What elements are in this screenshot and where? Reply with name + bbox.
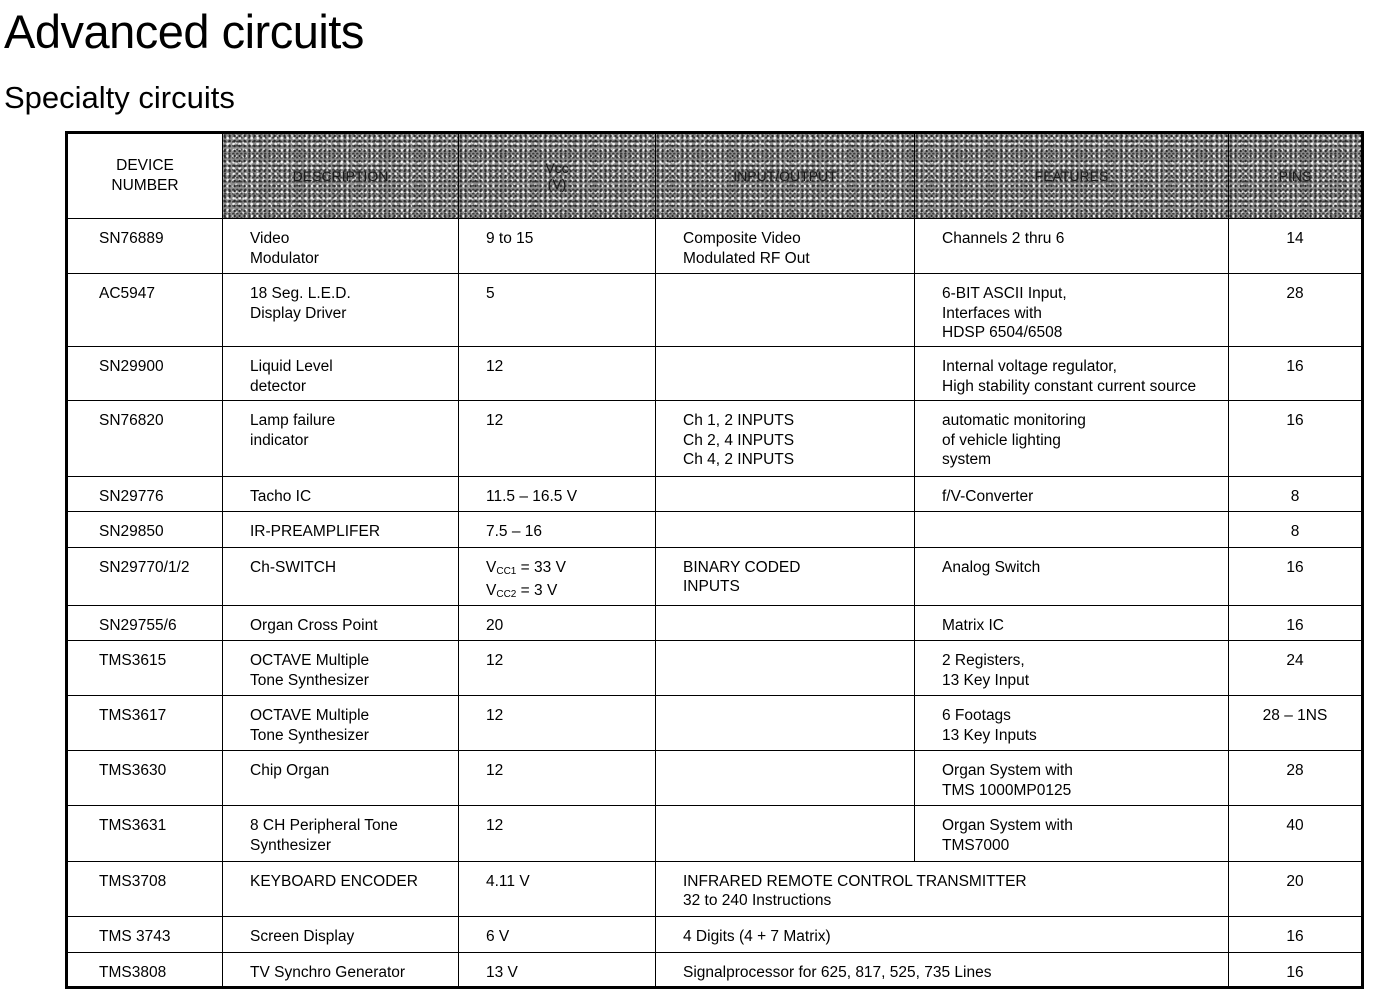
description-cell-text: Tone Synthesizer — [250, 671, 369, 689]
device-number-cell-text: SN76820 — [99, 412, 164, 430]
description-cell-text: OCTAVE Multiple — [250, 707, 370, 725]
features-cell — [915, 511, 1229, 547]
vcc-cell-text: 13 V — [486, 963, 518, 981]
device-number-cell — [67, 751, 223, 806]
vcc-cell — [459, 751, 656, 806]
vcc-cell-text: 6 V — [486, 927, 510, 945]
header-label: DEVICE — [116, 157, 174, 174]
device-number-cell-text: TMS3708 — [99, 872, 167, 890]
input-output-features-cell — [656, 952, 1229, 987]
pins-cell — [1229, 861, 1363, 916]
pins-cell-text: 40 — [1286, 817, 1304, 835]
table-header-row — [67, 133, 1363, 219]
table-row — [67, 347, 1363, 401]
device-number-cell — [67, 952, 223, 987]
pins-cell — [1229, 547, 1363, 605]
vcc-cell — [459, 347, 656, 401]
input-output-cell — [656, 751, 915, 806]
description-cell — [223, 274, 459, 347]
header-label: PINS — [1278, 168, 1312, 184]
table-row — [67, 605, 1363, 640]
description-cell-text: Synthesizer — [250, 836, 331, 854]
input-output-cell — [656, 806, 915, 861]
table-row — [67, 547, 1363, 605]
device-number-cell — [67, 547, 223, 605]
description-cell-text: Screen Display — [250, 927, 355, 945]
input-output-cell-text: Composite Video — [683, 230, 801, 247]
features-cell — [915, 605, 1229, 640]
input-output-cell — [656, 274, 915, 347]
features-cell — [915, 547, 1229, 605]
table-row — [67, 641, 1363, 696]
description-cell-text: IR-PREAMPLIFER — [250, 522, 381, 540]
device-number-cell-text: SN29776 — [99, 487, 164, 505]
device-number-cell — [67, 511, 223, 547]
device-number-cell-text: TMS3615 — [99, 652, 167, 670]
device-number-cell — [67, 219, 223, 274]
vcc-cell-text: 4.11 V — [486, 872, 530, 890]
header-device-number — [67, 133, 223, 219]
description-cell — [223, 916, 459, 952]
description-cell — [223, 605, 459, 640]
input-output-cell — [656, 476, 915, 511]
device-number-cell-text: SN29900 — [99, 358, 164, 376]
description-cell — [223, 476, 459, 511]
features-cell-text: f/V-Converter — [942, 487, 1034, 505]
table-row — [67, 511, 1363, 547]
vcc-cell-text: $V_{CC1} = 33$ V — [486, 558, 566, 577]
description-cell-text: Lamp failure — [250, 412, 336, 430]
header-label: Vcc — [545, 160, 569, 176]
description-cell-text: Ch-SWITCH — [250, 558, 337, 576]
vcc-cell-text: 20 — [486, 616, 504, 634]
vcc-cell-text: $V_{CC2} = 3$ V — [486, 582, 558, 601]
device-number-cell-text: SN76889 — [99, 230, 164, 247]
pins-cell-text: 8 — [1290, 487, 1300, 505]
pins-cell-text: 20 — [1286, 872, 1304, 890]
pins-cell — [1229, 696, 1363, 751]
features-cell-text: High stability constant current source — [942, 377, 1197, 395]
input-output-cell — [656, 511, 915, 547]
description-cell-text: KEYBOARD ENCODER — [250, 872, 418, 890]
features-cell-text: 13 Key Input — [942, 671, 1030, 689]
vcc-cell-text: 12 — [486, 358, 504, 376]
device-number-cell-text: TMS 3743 — [99, 927, 171, 945]
table-row — [67, 952, 1363, 987]
description-cell-text: TV Synchro Generator — [250, 963, 406, 981]
pins-cell — [1229, 511, 1363, 547]
input-output-cell-text: Ch 1, 2 INPUTS — [683, 412, 795, 430]
features-cell-text: automatic monitoring — [942, 412, 1086, 430]
input-output-cell-text: Ch 4, 2 INPUTS — [683, 451, 795, 469]
device-number-cell — [67, 401, 223, 476]
description-cell-text: Video — [250, 230, 290, 247]
device-number-cell-text: SN29850 — [99, 522, 164, 540]
table-row — [67, 274, 1363, 347]
description-cell-text: Tone Synthesizer — [250, 726, 369, 744]
table-row — [67, 916, 1363, 952]
pins-cell-text: 16 — [1286, 963, 1304, 981]
page-subtitle: Specialty circuits — [4, 80, 235, 115]
features-cell-text: 13 Key Inputs — [942, 726, 1037, 744]
pins-cell — [1229, 401, 1363, 476]
pins-cell — [1229, 806, 1363, 861]
description-cell-text: 18 Seg. L.E.D. — [250, 285, 351, 303]
features-cell — [915, 806, 1229, 861]
description-cell-text: indicator — [250, 431, 309, 449]
description-cell — [223, 952, 459, 987]
vcc-cell — [459, 547, 656, 605]
input-output-features-cell-text: 4 Digits (4 + 7 Matrix) — [683, 927, 831, 945]
description-cell-text: Modulator — [250, 249, 319, 267]
pins-cell — [1229, 347, 1363, 401]
description-cell — [223, 751, 459, 806]
pins-cell-text: 8 — [1290, 522, 1300, 540]
header-features — [915, 133, 1229, 219]
header-label: NUMBER — [111, 177, 179, 194]
vcc-cell-text: 12 — [486, 707, 504, 725]
vcc-cell — [459, 861, 656, 916]
features-cell-text: Organ System with — [942, 817, 1073, 835]
header-label: DESCRIPTION — [292, 168, 389, 184]
vcc-cell — [459, 401, 656, 476]
features-cell — [915, 696, 1229, 751]
description-cell-text: detector — [250, 377, 307, 395]
input-output-features-cell-text: Signalprocessor for 625, 817, 525, 735 Lines — [683, 963, 992, 981]
header-label: INPUT/OUTPUT — [733, 168, 837, 184]
input-output-cell — [656, 219, 915, 274]
vcc-cell — [459, 274, 656, 347]
device-number-cell-text: TMS3808 — [99, 963, 167, 981]
input-output-cell — [656, 547, 915, 605]
pins-cell — [1229, 916, 1363, 952]
input-output-features-cell — [656, 861, 1229, 916]
header-vcc — [459, 133, 656, 219]
device-number-cell-text: TMS3617 — [99, 707, 167, 725]
pins-cell-text: 16 — [1286, 412, 1304, 430]
description-cell-text: Liquid Level — [250, 358, 333, 376]
pins-cell — [1229, 605, 1363, 640]
vcc-cell-text: 9 to 15 — [486, 230, 534, 247]
device-number-cell — [67, 861, 223, 916]
features-cell-text: TMS7000 — [942, 836, 1010, 854]
pins-cell-text: 14 — [1286, 230, 1304, 247]
pins-cell-text: 16 — [1286, 358, 1304, 376]
vcc-cell-text: 12 — [486, 762, 504, 780]
vcc-cell-text: 12 — [486, 412, 504, 430]
features-cell-text: Analog Switch — [942, 558, 1041, 576]
vcc-cell-text: 7.5 – 16 — [486, 522, 543, 540]
device-number-cell — [67, 641, 223, 696]
vcc-cell-text: 12 — [486, 817, 504, 835]
input-output-cell-text: Ch 2, 4 INPUTS — [683, 431, 795, 449]
input-output-features-cell — [656, 916, 1229, 952]
features-cell-text: TMS 1000MP0125 — [942, 781, 1072, 799]
features-cell-text: Internal voltage regulator, — [942, 358, 1117, 376]
features-cell — [915, 401, 1229, 476]
header-description — [223, 133, 459, 219]
device-number-cell-text: SN29770/1/2 — [99, 558, 190, 576]
vcc-cell — [459, 605, 656, 640]
vcc-cell — [459, 511, 656, 547]
features-cell-text: HDSP 6504/6508 — [942, 324, 1063, 342]
table-row — [67, 219, 1363, 274]
pins-cell-text: 16 — [1286, 616, 1304, 634]
description-cell-text: 8 CH Peripheral Tone — [250, 817, 398, 835]
input-output-cell — [656, 605, 915, 640]
description-cell — [223, 347, 459, 401]
input-output-cell-text: BINARY CODED — [683, 558, 801, 576]
description-cell-text: Tacho IC — [250, 487, 312, 505]
table-row — [67, 476, 1363, 511]
device-number-cell-text: TMS3630 — [99, 762, 167, 780]
page-title: Advanced circuits — [4, 5, 364, 58]
description-cell-text: Chip Organ — [250, 762, 330, 780]
features-cell — [915, 476, 1229, 511]
specialty-circuits-table — [65, 131, 1364, 989]
vcc-cell-text: 11.5 – 16.5 V — [486, 487, 578, 505]
input-output-cell-text: Modulated RF Out — [683, 249, 810, 267]
vcc-cell — [459, 641, 656, 696]
features-cell — [915, 219, 1229, 274]
device-number-cell — [67, 696, 223, 751]
input-output-cell-text: INPUTS — [683, 578, 740, 596]
table-row — [67, 401, 1363, 476]
features-cell — [915, 751, 1229, 806]
features-cell-text: 6 Footags — [942, 707, 1011, 725]
pins-cell — [1229, 274, 1363, 347]
vcc-cell-text: 5 — [486, 285, 495, 303]
device-number-cell — [67, 347, 223, 401]
vcc-cell — [459, 476, 656, 511]
input-output-cell — [656, 641, 915, 696]
vcc-cell — [459, 696, 656, 751]
vcc-cell — [459, 806, 656, 861]
pins-cell-text: 28 — [1286, 762, 1304, 780]
device-number-cell — [67, 916, 223, 952]
pins-cell — [1229, 952, 1363, 987]
description-cell — [223, 641, 459, 696]
input-output-cell — [656, 401, 915, 476]
pins-cell-text: 28 – 1NS — [1262, 707, 1328, 725]
pins-cell — [1229, 476, 1363, 511]
features-cell-text: Interfaces with — [942, 304, 1042, 322]
pins-cell-text: 16 — [1286, 558, 1304, 576]
description-cell — [223, 696, 459, 751]
pins-cell-text: 24 — [1286, 652, 1304, 670]
pins-cell — [1229, 219, 1363, 274]
device-number-cell-text: SN29755/6 — [99, 616, 177, 634]
features-cell — [915, 641, 1229, 696]
features-cell-text: 2 Registers, — [942, 652, 1025, 670]
description-cell-text: Organ Cross Point — [250, 616, 378, 634]
device-number-cell — [67, 605, 223, 640]
pins-cell — [1229, 641, 1363, 696]
description-cell-text: OCTAVE Multiple — [250, 652, 370, 670]
device-number-cell-text: AC5947 — [99, 285, 156, 303]
input-output-cell — [656, 347, 915, 401]
description-cell — [223, 511, 459, 547]
device-number-cell — [67, 806, 223, 861]
device-number-cell — [67, 274, 223, 347]
description-cell-text: Display Driver — [250, 304, 347, 322]
table-row — [67, 696, 1363, 751]
vcc-cell — [459, 952, 656, 987]
description-cell — [223, 219, 459, 274]
input-output-features-cell-text: INFRARED REMOTE CONTROL TRANSMITTER — [683, 872, 1027, 890]
features-cell-text: 6-BIT ASCII Input, — [942, 285, 1067, 303]
header-pins — [1229, 133, 1363, 219]
features-cell-text: Matrix IC — [942, 616, 1004, 634]
input-output-cell — [656, 696, 915, 751]
features-cell — [915, 347, 1229, 401]
features-cell-text: Channels 2 thru 6 — [942, 230, 1065, 247]
table-row — [67, 806, 1363, 861]
input-output-features-cell-text: 32 to 240 Instructions — [683, 892, 832, 910]
header-label: FEATURES — [1034, 168, 1109, 184]
description-cell — [223, 861, 459, 916]
vcc-cell — [459, 916, 656, 952]
vcc-cell — [459, 219, 656, 274]
header-label: (V) — [547, 176, 567, 192]
description-cell — [223, 547, 459, 605]
description-cell — [223, 401, 459, 476]
table-row — [67, 751, 1363, 806]
pins-cell-text: 28 — [1286, 285, 1304, 303]
features-cell-text: system — [942, 451, 992, 469]
features-cell-text: of vehicle lighting — [942, 431, 1061, 449]
vcc-cell-text: 12 — [486, 652, 504, 670]
pins-cell — [1229, 751, 1363, 806]
description-cell — [223, 806, 459, 861]
device-number-cell — [67, 476, 223, 511]
features-cell — [915, 274, 1229, 347]
table-row — [67, 861, 1363, 916]
device-number-cell-text: TMS3631 — [99, 817, 167, 835]
features-cell-text: Organ System with — [942, 762, 1073, 780]
header-input-output — [656, 133, 915, 219]
pins-cell-text: 16 — [1286, 927, 1304, 945]
